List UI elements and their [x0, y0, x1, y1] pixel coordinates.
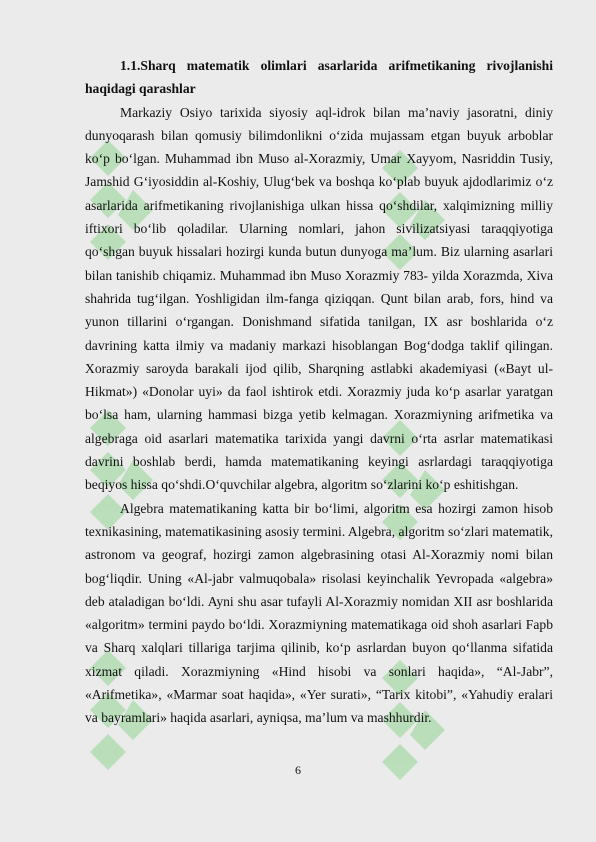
- document-body: [85, 54, 553, 730]
- paragraph: Algebra matematikaning katta bir boʻlimi, algoritm esa hozirgi zamon hisob texnikasining, matematikasining asosiy termini. Algebra, algoritm soʻzlari matematik, astronom va geograf, hozirgi zamon algebrasining otasi Al-Xorazmiy nomi bilan bogʻliqdir. Uning «Al-jabr valmuqobala» risolasi keyinchalik Yevropada «algebra» deb ataladigan boʻldi. Ayni shu asar tufayli Al-Xorazmiy nomidan XII asr boshlarida «algoritm» termini paydo boʻldi. Xorazmiyning matematikaga oid shoh asarlari Fapb va Sharq xalqlari tillariga tarjima qilinib, koʻp asrlardan buyon qoʻllanma sifatida xizmat qiladi. Xorazmiyning «Hind hisobi va sonlari haqida», “Al-Jabr”, «Arifmetika», «Marmar soat haqida», «Yer surati», “Tarix kitobi”, «Yahudiy eralari va bayramlari» haqida asarlari, ayniqsa, maʼlum va mashhurdir.: [85, 500, 553, 726]
- page-number: 6: [295, 763, 301, 777]
- section-heading: 1.1.Sharq matematik olimlari asarlarida arifmetikaning rivojlanishi haqidagi qarashlar: [85, 58, 553, 97]
- paragraph: Markaziy Osiyo tarixida siyosiy aql-idrok bilan maʼnaviy jasoratni, diniy dunyoqarash bilan qomusiy bilimdonlikni oʻzida mujassam etgan buyuk arboblar koʻp boʻlgan. Muhammad ibn Muso al-Xorazmiy, Umar Xayyom, Nasriddin Tusiy, Jamshid Gʻiyosiddin al-Koshiy, Ulugʻbek va boshqa koʻplab buyuk ajdodlarimiz oʻz asarlarida arifmetikaning rivojlanishiga ulkan hissa qoʻshdilar, xalqimizning milliy iftixori boʻlib qoladilar. Ularning nomlari, jahon sivilizatsiyasi taraqqiyotiga qoʻshgan buyuk hissalari hozirgi kunda butun dunyoga maʼlum. Biz ularning asarlari bilan tanishib chiqamiz. Muhammad ibn Muso Xorazmiy 783- yilda Xorazmda, Xiva shahrida tugʻilgan. Yoshligidan ilm-fanga qiziqqan. Qunt bilan arab, fors, hind va yunon tillarini oʻrgangan. Donishmand sifatida tanilgan, IX asr boshlarida oʻz davrining katta ilmiy va madaniy markazi hisoblangan Bogʻdodga taklif qilingan. Xorazmiy saroyda barakali ijod qilib, Sharqning astlabki akademiyasi («Bayt ul-Hikmat») «Donolar uyi» da faol ishtirok etdi. Xorazmiy juda koʻp asarlar yaratgan boʻlsa ham, ularning hammasi bizga yetib kelmagan. Xorazmiyning arifmetika va algebraga oid asarlari matematika tarixida yangi davrni oʻrta asrlar matematikasi davrini boshlab berdi, hamda matematikaning keyingi asrlardagi taraqqiyotiga beqiyos hissa qoʻshdi.Oʻquvchilar algebra, algoritm soʻzlarini koʻp eshitishgan.: [85, 104, 553, 493]
